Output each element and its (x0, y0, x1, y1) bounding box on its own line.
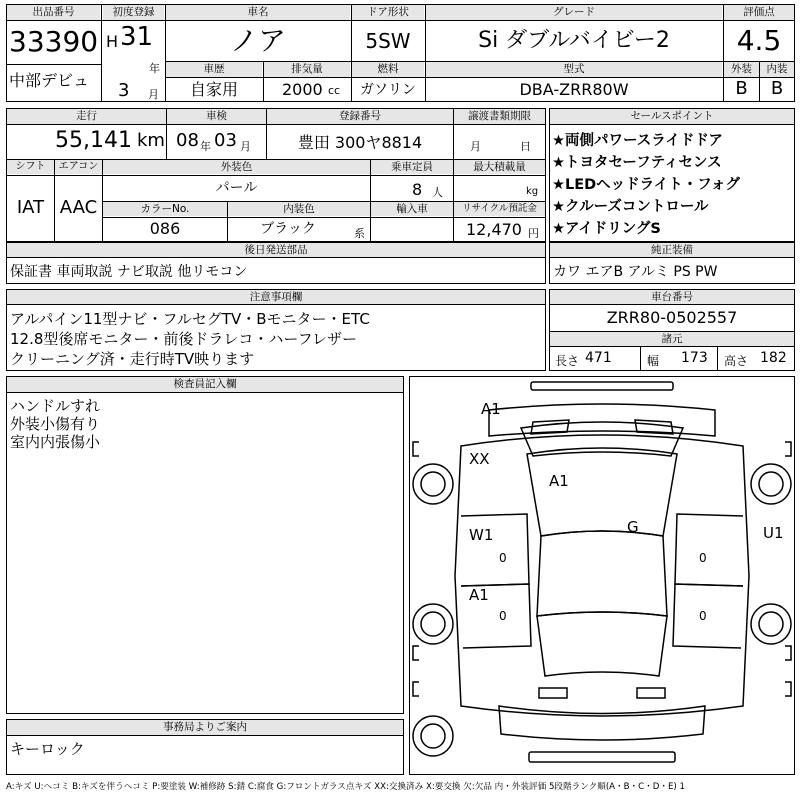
model: DBA-ZRR80W (519, 80, 629, 99)
import-label: 輸入車 (371, 202, 453, 216)
int-color-label: 内装色 (228, 202, 370, 216)
sales-point-5: ★アイドリングS (552, 221, 661, 237)
fuel: ガソリン (360, 82, 416, 98)
first-reg-month: 3 (118, 80, 130, 101)
recycle-unit: 円 (528, 227, 539, 240)
insp-year-unit: 年 (200, 140, 211, 153)
mark-left-rear-door: A1 (469, 586, 489, 604)
inspector-line-3: 室内内張傷小 (10, 433, 101, 451)
mark-right-front: U1 (763, 524, 784, 542)
displacement: 2000 (282, 80, 323, 99)
load-label: 最大積載量 (454, 160, 545, 174)
capacity-unit: 人 (432, 186, 443, 199)
color-no: 086 (149, 219, 181, 238)
legend: A:キズ U:ヘコミ B:キズを伴うヘコミ P:要塗装 W:補修跡 S:錆 C:腐食 G:フロントガラス点キズ XX:交換済み X:要交換 欠:欠品 内・外装評価 5段階ランク順(A・B・C・D・E) 1 (6, 782, 685, 792)
interior-grade: B (770, 78, 784, 99)
model-label: 型式 (426, 62, 722, 77)
ac-label: エアコン (55, 160, 102, 174)
later-parts: 保証書 車両取説 ナビ取説 他リモコン (10, 264, 248, 280)
int-color-unit: 系 (354, 227, 365, 240)
plate: 豊田 300ヤ8814 (297, 133, 423, 152)
inspection-label: 車検 (167, 109, 266, 124)
car-name-label: 車名 (166, 5, 350, 20)
exterior-label: 外装 (724, 62, 759, 77)
dimensions-label: 諸元 (550, 332, 794, 346)
int-color: ブラック (260, 221, 316, 237)
office-label: 事務局よりご案内 (7, 720, 403, 735)
genuine-equipment-label: 純正装備 (550, 243, 794, 257)
color-no-label: カラーNo. (103, 202, 227, 216)
door: 5SW (365, 29, 411, 53)
office-note: キーロック (10, 740, 85, 758)
month-unit: 月 (148, 88, 159, 101)
length-label: 長さ (555, 354, 580, 368)
tire-depth-1: 0 (499, 551, 507, 565)
mark-windshield: G (627, 518, 639, 536)
inspector-line-1: ハンドルすれ (10, 397, 101, 415)
sales-point-2: ★トヨタセーフティセンス (552, 155, 722, 171)
width: 173 (681, 350, 708, 366)
lot-no-label: 出品番号 (7, 5, 100, 20)
year-unit: 年 (149, 62, 160, 75)
car-damage-diagram (409, 376, 795, 775)
tire-depth-3: 0 (499, 609, 507, 623)
mileage-unit: km (137, 130, 165, 151)
sales-point-3: ★LEDヘッドライト・フォグ (552, 177, 741, 193)
exterior-grade: B (735, 78, 748, 99)
grade-label: グレード (426, 5, 722, 20)
recycle-label: リサイクル預託金 (454, 202, 545, 216)
era: H (106, 32, 119, 51)
mark-hood: A1 (549, 472, 569, 490)
height: 182 (760, 350, 787, 366)
capacity-label: 乗車定員 (371, 160, 453, 174)
shift: IAT (16, 197, 45, 218)
mileage-label: 走行 (7, 109, 166, 124)
notes-label: 注意事項欄 (7, 290, 545, 304)
chassis-label: 車台番号 (550, 290, 794, 304)
car-name: ノア (229, 24, 286, 57)
venue: 中部デビュ (9, 71, 90, 90)
fuel-label: 燃料 (352, 62, 424, 77)
recycle: 12,470 (466, 220, 522, 239)
color-label: 外装色 (103, 160, 370, 174)
score: 4.5 (736, 24, 782, 57)
genuine-equipment: カワ エアB アルミ PS PW (553, 264, 718, 280)
sales-point-4: ★クルーズコントロール (552, 199, 709, 215)
mark-front-bumper: A1 (481, 400, 501, 418)
sales-point-1: ★両側パワースライドドア (552, 133, 723, 149)
first-reg-year: 31 (120, 22, 154, 52)
lot-no: 33390 (9, 25, 99, 58)
mark-front-left: XX (469, 450, 490, 468)
insp-month-unit: 月 (240, 140, 251, 153)
notes-line-2: 12.8型後席モニター・前後ドラレコ・ハーフレザー (10, 330, 358, 348)
score-label: 評価点 (724, 5, 794, 20)
inspector-line-2: 外装小傷有り (10, 415, 101, 433)
color: パール (215, 180, 258, 196)
ac: AAC (59, 197, 98, 218)
interior-label: 内装 (760, 62, 794, 77)
insp-year: 08 (176, 130, 199, 151)
transfer-day-unit: 日 (520, 140, 531, 153)
length: 471 (585, 350, 612, 366)
notes-line-3: クリーニング済・走行時TV映ります (10, 350, 255, 368)
first-reg-label: 初度登録 (103, 5, 164, 20)
shift-label: シフト (7, 160, 54, 174)
insp-month: 03 (214, 130, 237, 151)
transfer-month-unit: 月 (470, 140, 481, 153)
load-unit: kg (526, 186, 539, 197)
mileage: 55,141 (55, 128, 132, 153)
mark-left-front-door: W1 (469, 526, 494, 544)
inspector-label: 検査員記入欄 (7, 377, 403, 392)
history: 自家用 (189, 80, 238, 99)
height-label: 高さ (724, 354, 749, 368)
displacement-label: 排気量 (264, 62, 350, 77)
later-parts-label: 後日発送部品 (7, 243, 545, 257)
tire-depth-4: 0 (699, 609, 707, 623)
tire-depth-2: 0 (699, 551, 707, 565)
plate-label: 登録番号 (267, 109, 453, 124)
displacement-unit: cc (328, 84, 341, 97)
transfer-label: 譲渡書類期限 (454, 109, 545, 124)
width-label: 幅 (647, 354, 660, 368)
sales-points-label: セールスポイント (550, 109, 794, 124)
notes-line-1: アルパイン11型ナビ・フルセグTV・Bモニター・ETC (10, 310, 370, 328)
chassis-number: ZRR80-0502557 (606, 308, 738, 327)
door-label: ドア形状 (352, 5, 424, 20)
grade: Si ダブルバイビー2 (478, 28, 670, 53)
capacity: 8 (412, 180, 423, 199)
history-label: 車歴 (166, 62, 262, 77)
